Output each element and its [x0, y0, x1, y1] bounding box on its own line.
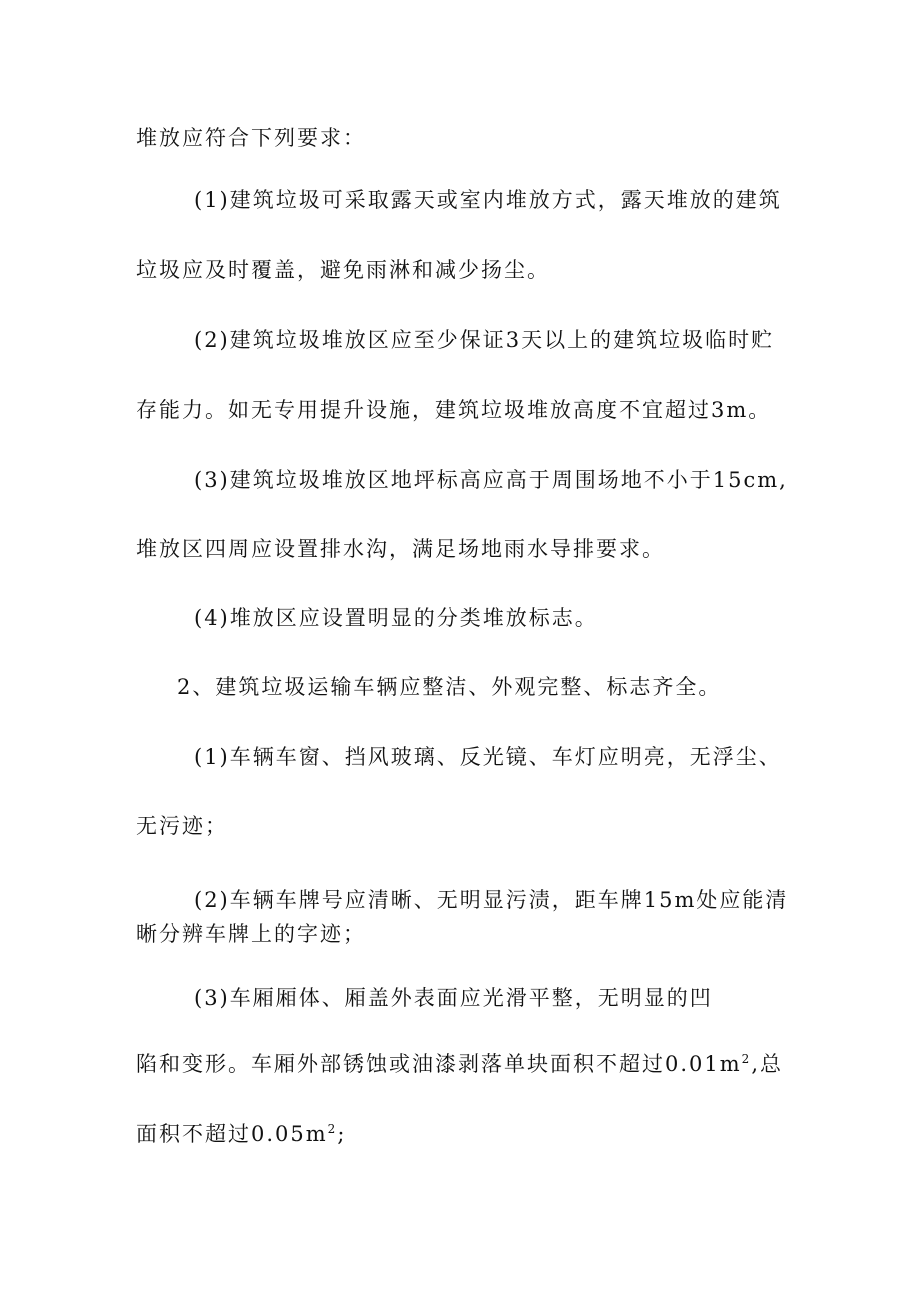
text-line-15-main: 陷和变形。车厢外部锈蚀或油漆剥落单块面积不超过0.01m: [136, 1052, 742, 1076]
text-line-5: 存能力。如无专用提升设施，建筑垃圾堆放高度不宜超过3m。: [136, 398, 772, 422]
text-line-10: (1)车辆车窗、挡风玻璃、反光镜、车灯应明亮，无浮尘、: [194, 745, 782, 769]
text-line-3: 垃圾应及时覆盖，避免雨淋和减少扬尘。: [136, 258, 550, 282]
text-line-16: [136, 1120, 346, 1148]
text-line-1: 堆放应符合下列要求：: [136, 126, 366, 150]
text-line-6: (3)建筑垃圾堆放区地坪标高应高于周围场地不小于15cm,: [194, 468, 788, 492]
text-line-16-tail: ;: [337, 1122, 347, 1146]
superscript-2-b: 2: [327, 1122, 338, 1136]
text-line-4: (2)建筑垃圾堆放区应至少保证3天以上的建筑垃圾临时贮: [194, 328, 775, 352]
superscript-2: 2: [741, 1052, 752, 1066]
text-line-9: 2、建筑垃圾运输车辆应整洁、外观完整、标志齐全。: [177, 675, 722, 699]
text-line-7: 堆放区四周应设置排水沟，满足场地雨水导排要求。: [136, 537, 665, 561]
text-line-16-main: 面积不超过0.05m: [136, 1122, 328, 1146]
text-line-14: (3)车厢厢体、厢盖外表面应光滑平整，无明显的凹: [194, 986, 713, 1010]
text-line-12: (2)车辆车牌号应清晰、无明显污渍，距车牌15m处应能清: [194, 888, 789, 912]
text-line-2: (1)建筑垃圾可采取露天或室内堆放方式，露天堆放的建筑: [194, 188, 782, 212]
text-line-11: 无污迹；: [136, 814, 228, 838]
text-line-15: [136, 1050, 783, 1078]
text-line-15-tail: ,总: [751, 1052, 783, 1076]
text-line-13: 晰分辨车牌上的字迹；: [136, 922, 366, 946]
text-line-8: (4)堆放区应设置明显的分类堆放标志。: [194, 606, 598, 630]
